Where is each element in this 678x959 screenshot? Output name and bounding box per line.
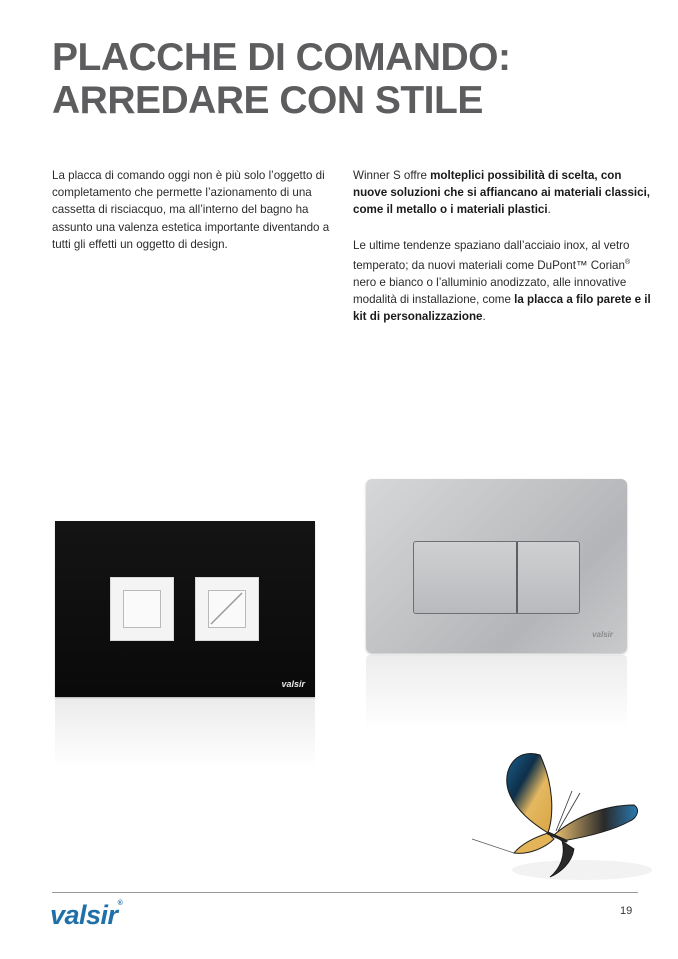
plate-button-small-flush: [110, 577, 174, 641]
right-p2-end: .: [482, 310, 486, 324]
right-p1-intro: Winner S offre: [353, 169, 431, 182]
right-p2-bold: la placca a filo parete e il kit di personalizzazione: [353, 293, 651, 324]
page-title: [52, 36, 652, 122]
silver-plate-brand-mark: valsir: [592, 630, 613, 639]
valsir-logo-text: valsir: [50, 900, 118, 930]
right-p1-end: .: [547, 203, 551, 217]
left-paragraph: La placca di comando oggi non è più solo l’oggetto di completamento che permette l’azionamento di una cassetta di risciacquo, ma all’interno del bagno ha assunto una valenza estetica importante diventando a tutti gli effetti un oggetto di design.: [52, 169, 330, 251]
right-paragraph-2: [353, 237, 653, 326]
registered-mark: ®: [624, 258, 631, 266]
page-title-line-2: ARREDARE CON STILE: [52, 79, 483, 122]
black-plate-brand-mark: valsir: [281, 679, 305, 689]
right-paragraph-1: [353, 167, 653, 219]
butterfly-image: [462, 745, 662, 885]
plate-button-full-flush: [195, 577, 259, 641]
page-title-line-1: PLACCHE DI COMANDO:: [52, 36, 511, 79]
footer-rule: [52, 892, 638, 893]
right-p2-mid: nero e bianco o l’alluminio anodizzato, alle innovative modalità di installazione, come: [353, 275, 627, 307]
silver-flush-plate-image: [366, 479, 627, 653]
silver-plate-reflection: [366, 655, 627, 730]
silver-plate-buttons: [413, 541, 580, 614]
square-icon: [123, 590, 161, 628]
left-text-column: [52, 167, 342, 271]
page-number: 19: [620, 905, 633, 917]
black-flush-plate-image: [55, 521, 315, 697]
diagonal-square-icon: [208, 590, 246, 628]
right-p1-bold: molteplici possibilità di scelta, con nuove soluzioni che si affiancano ai materiali classici, come il metallo o i materiali plastici: [353, 169, 651, 217]
black-plate-reflection: [55, 698, 315, 768]
right-p2-intro: Le ultime tendenze spaziano dall’acciaio inox, al vetro temperato; da nuovi materiali come DuPont™ Corian: [353, 238, 630, 272]
right-text-column: [353, 167, 653, 343]
logo-registered-mark: ®: [117, 900, 123, 907]
silver-button-divider: [516, 542, 518, 613]
valsir-logo: [50, 900, 122, 931]
